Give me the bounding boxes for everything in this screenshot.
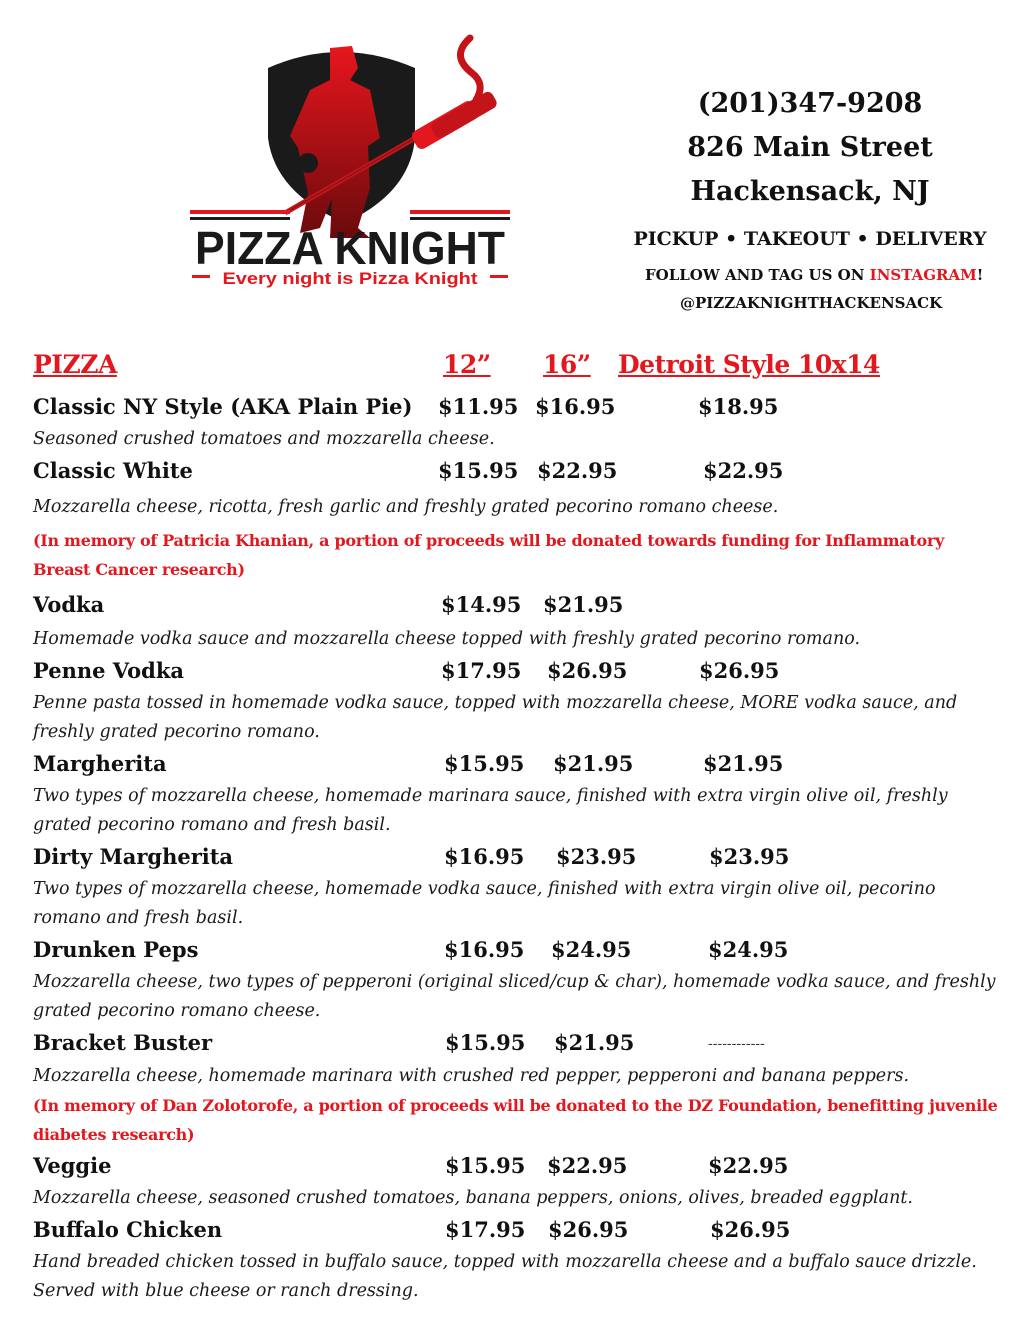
item-description: Two types of mozzarella cheese, homemade vodka sauce, finished with extra virgin olive oil, pecorino romano and fresh basil. — [33, 879, 936, 928]
column-12-inch: 12” — [443, 350, 491, 379]
price-16: $24.95 — [551, 937, 632, 962]
menu-item — [0, 458, 1035, 488]
item-name: Classic NY Style (AKA Plain Pie) — [33, 394, 413, 419]
price-16: $21.95 — [554, 1030, 635, 1055]
menu-item — [0, 1153, 1035, 1183]
logo-brand: PIZZA KNIGHT — [195, 222, 505, 274]
menu-item — [0, 1030, 1035, 1060]
item-name: Dirty Margherita — [33, 844, 234, 869]
price-16: $16.95 — [535, 394, 616, 419]
item-description: Homemade vodka sauce and mozzarella cheese topped with freshly grated pecorino romano. — [33, 629, 861, 649]
price-12: $14.95 — [441, 592, 522, 617]
charity-note: (In memory of Patricia Khanian, a portion of proceeds will be donated towards funding for Inflammatory Breast Cancer research) — [33, 531, 944, 579]
menu-item — [0, 394, 1035, 424]
menu-item — [0, 1217, 1035, 1247]
phone-number[interactable]: (201)347-9208 — [697, 88, 923, 119]
price-12: $16.95 — [444, 937, 525, 962]
price-12: $17.95 — [441, 658, 522, 683]
item-name: Veggie — [33, 1153, 112, 1178]
item-description: Mozzarella cheese, ricotta, fresh garlic and freshly grated pecorino romano cheese. — [33, 497, 779, 517]
price-16: $22.95 — [547, 1153, 628, 1178]
price-16: $26.95 — [547, 658, 628, 683]
price-16: $26.95 — [548, 1217, 629, 1242]
price-16: $23.95 — [556, 844, 637, 869]
item-name: Buffalo Chicken — [33, 1217, 223, 1242]
column-detroit: Detroit Style 10x14 — [618, 350, 880, 379]
instagram-label[interactable]: INSTAGRAM — [869, 266, 977, 284]
price-12: $11.95 — [438, 394, 519, 419]
price-12: $15.95 — [445, 1153, 526, 1178]
price-16: $22.95 — [537, 458, 618, 483]
price-12: $15.95 — [445, 1030, 526, 1055]
item-description: Mozzarella cheese, homemade marinara with crushed red pepper, pepperoni and banana peppers. — [33, 1066, 910, 1086]
pizza-knight-logo — [180, 28, 520, 298]
price-detroit: ------------ — [708, 1036, 765, 1052]
item-name: Bracket Buster — [33, 1030, 213, 1055]
menu-item — [0, 658, 1035, 688]
price-detroit: $26.95 — [699, 658, 780, 683]
follow-prefix: FOLLOW AND TAG US ON — [645, 266, 870, 284]
price-detroit: $18.95 — [698, 394, 779, 419]
follow-suffix: ! — [976, 266, 984, 284]
city-state: Hackensack, NJ — [690, 176, 930, 207]
logo-tagline: Every night is Pizza Knight — [222, 269, 478, 288]
charity-note: (In memory of Dan Zolotorofe, a portion of proceeds will be donated to the DZ Foundation, benefitting juvenile diabetes research) — [33, 1096, 998, 1144]
street-address: 826 Main Street — [687, 132, 933, 163]
item-description: Seasoned crushed tomatoes and mozzarella cheese. — [33, 429, 495, 449]
price-detroit: $22.95 — [703, 458, 784, 483]
section-title: PIZZA — [33, 350, 117, 379]
follow-line — [645, 266, 983, 284]
item-description: Mozzarella cheese, seasoned crushed tomatoes, banana peppers, onions, olives, breaded eggplant. — [33, 1188, 913, 1208]
price-16: $21.95 — [553, 751, 634, 776]
item-description: Two types of mozzarella cheese, homemade marinara sauce, finished with extra virgin olive oil, freshly grated pecorino romano and fresh basil. — [33, 786, 948, 835]
item-name: Penne Vodka — [33, 658, 185, 683]
price-detroit: $22.95 — [708, 1153, 789, 1178]
price-12: $16.95 — [444, 844, 525, 869]
menu-item — [0, 844, 1035, 874]
price-detroit: $23.95 — [709, 844, 790, 869]
price-12: $15.95 — [438, 458, 519, 483]
price-16: $21.95 — [543, 592, 624, 617]
menu-item — [0, 751, 1035, 781]
price-detroit: $26.95 — [710, 1217, 791, 1242]
price-12: $17.95 — [445, 1217, 526, 1242]
price-12: $15.95 — [444, 751, 525, 776]
item-name: Margherita — [33, 751, 167, 776]
menu-item — [0, 937, 1035, 967]
item-description: Penne pasta tossed in homemade vodka sauce, topped with mozzarella cheese, MORE vodka sauce, and freshly grated pecorino romano. — [33, 693, 958, 742]
item-name: Vodka — [33, 592, 105, 617]
item-name: Drunken Peps — [33, 937, 199, 962]
column-16-inch: 16” — [543, 350, 591, 379]
service-options: PICKUP • TAKEOUT • DELIVERY — [633, 228, 987, 250]
item-description: Mozzarella cheese, two types of pepperoni (original sliced/cup & char), homemade vodka sauce, and freshly grated pecorino romano cheese. — [33, 972, 996, 1021]
item-name: Classic White — [33, 458, 193, 483]
price-detroit: $21.95 — [703, 751, 784, 776]
price-detroit: $24.95 — [708, 937, 789, 962]
menu-item — [0, 592, 1035, 622]
item-description: Hand breaded chicken tossed in buffalo sauce, topped with mozzarella cheese and a buffalo sauce drizzle. Served with blue cheese or ranch dressing. — [33, 1252, 977, 1301]
instagram-handle[interactable]: @PIZZAKNIGHTHACKENSACK — [680, 294, 943, 312]
